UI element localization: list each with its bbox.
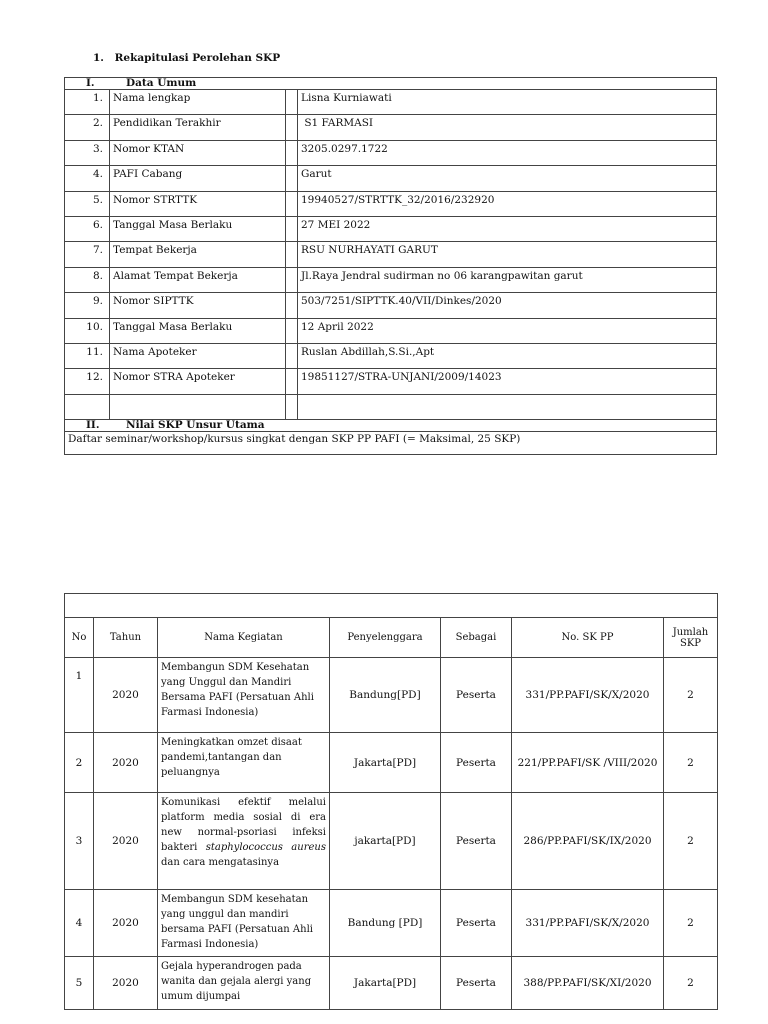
empty-cell bbox=[110, 394, 286, 419]
general-row-value: 3205.0297.1722 bbox=[298, 140, 717, 165]
activity-row bbox=[65, 890, 718, 957]
general-row-label: Nomor KTAN bbox=[110, 140, 286, 165]
empty-cell bbox=[65, 394, 110, 419]
section-one-row bbox=[65, 78, 717, 90]
general-row bbox=[65, 369, 717, 394]
row-sk: 286/PP.PAFI/SK/IX/2020 bbox=[512, 793, 664, 890]
general-row-value: Lisna Kurniawati bbox=[298, 90, 717, 115]
header-penyelenggara: Penyelenggara bbox=[330, 618, 441, 658]
row-skp: 2 bbox=[664, 733, 718, 793]
row-penyelenggara: Jakarta[PD] bbox=[330, 957, 441, 1010]
row-tahun: 2020 bbox=[94, 658, 158, 733]
general-row-value: 503/7251/SIPTTK.40/VII/Dinkes/2020 bbox=[298, 293, 717, 318]
general-row-value: RSU NURHAYATI GARUT bbox=[298, 242, 717, 267]
activities-blank-row bbox=[65, 594, 718, 618]
header-tahun: Tahun bbox=[94, 618, 158, 658]
separator-cell bbox=[286, 115, 298, 140]
general-row-value: 27 MEI 2022 bbox=[298, 216, 717, 241]
section-one-title: I. Data Umum bbox=[65, 78, 717, 90]
row-skp: 2 bbox=[664, 890, 718, 957]
row-sebagai: Peserta bbox=[441, 658, 512, 733]
general-row-number: 5. bbox=[65, 191, 110, 216]
general-empty-row bbox=[65, 394, 717, 419]
general-row-number: 1. bbox=[65, 90, 110, 115]
row-sebagai: Peserta bbox=[441, 733, 512, 793]
general-row bbox=[65, 166, 717, 191]
section-heading bbox=[93, 52, 280, 64]
row-no: 2 bbox=[65, 733, 94, 793]
header-nama-kegiatan: Nama Kegiatan bbox=[158, 618, 330, 658]
row-no: 3 bbox=[65, 793, 94, 890]
general-row-value: 12 April 2022 bbox=[298, 318, 717, 343]
general-row bbox=[65, 242, 717, 267]
general-row-label: Pendidikan Terakhir bbox=[110, 115, 286, 140]
general-row-label: Nomor STRA Apoteker bbox=[110, 369, 286, 394]
general-row-number: 2. bbox=[65, 115, 110, 140]
row-kegiatan: Meningkatkan omzet disaat pandemi,tantangan dan peluangnya bbox=[158, 733, 330, 793]
general-row bbox=[65, 267, 717, 292]
row-sk: 388/PP.PAFI/SK/XI/2020 bbox=[512, 957, 664, 1010]
general-row-value: S1 FARMASI bbox=[298, 115, 717, 140]
general-row bbox=[65, 115, 717, 140]
general-row-label: Tanggal Masa Berlaku bbox=[110, 216, 286, 241]
header-sebagai: Sebagai bbox=[441, 618, 512, 658]
activity-row bbox=[65, 957, 718, 1010]
section-two-title: II. Nilai SKP Unsur Utama bbox=[65, 420, 717, 432]
general-row bbox=[65, 318, 717, 343]
empty-cell bbox=[298, 394, 717, 419]
separator-cell bbox=[286, 369, 298, 394]
row-kegiatan: Komunikasi efektif melalui platform media sosial di era new normal-psoriasi infeksi bakteri staphylococcus aureus dan cara mengatasinya bbox=[158, 793, 330, 890]
row-no: 4 bbox=[65, 890, 94, 957]
general-row-label: Tempat Bekerja bbox=[110, 242, 286, 267]
activity-row bbox=[65, 733, 718, 793]
separator-cell bbox=[286, 166, 298, 191]
general-row-number: 3. bbox=[65, 140, 110, 165]
general-row-number: 12. bbox=[65, 369, 110, 394]
general-row-label: Nama lengkap bbox=[110, 90, 286, 115]
general-row-value: 19851127/STRA-UNJANI/2009/14023 bbox=[298, 369, 717, 394]
header-jumlah-skp: Jumlah SKP bbox=[664, 618, 718, 658]
general-row-value: 19940527/STRTTK_32/2016/232920 bbox=[298, 191, 717, 216]
general-row-number: 10. bbox=[65, 318, 110, 343]
section-two-row bbox=[65, 420, 717, 432]
header-no: No bbox=[65, 618, 94, 658]
header-no-sk-pp: No. SK PP bbox=[512, 618, 664, 658]
general-row-number: 6. bbox=[65, 216, 110, 241]
row-tahun: 2020 bbox=[94, 793, 158, 890]
general-row-label: Alamat Tempat Bekerja bbox=[110, 267, 286, 292]
row-sk: 221/PP.PAFI/SK /VIII/2020 bbox=[512, 733, 664, 793]
general-row-label: Nama Apoteker bbox=[110, 343, 286, 368]
general-row-label: Tanggal Masa Berlaku bbox=[110, 318, 286, 343]
general-row bbox=[65, 140, 717, 165]
separator-cell bbox=[286, 216, 298, 241]
row-tahun: 2020 bbox=[94, 733, 158, 793]
heading-number: 1. bbox=[93, 52, 104, 64]
row-sebagai: Peserta bbox=[441, 957, 512, 1010]
general-row-number: 7. bbox=[65, 242, 110, 267]
row-sk: 331/PP.PAFI/SK/X/2020 bbox=[512, 890, 664, 957]
row-penyelenggara: Jakarta[PD] bbox=[330, 733, 441, 793]
blank-cell bbox=[65, 594, 718, 618]
activities-table bbox=[64, 593, 718, 1010]
general-row-number: 8. bbox=[65, 267, 110, 292]
general-row bbox=[65, 343, 717, 368]
row-penyelenggara: jakarta[PD] bbox=[330, 793, 441, 890]
row-kegiatan: Gejala hyperandrogen pada wanita dan gejala alergi yang umum dijumpai bbox=[158, 957, 330, 1010]
separator-cell bbox=[286, 318, 298, 343]
general-row-label: Nomor STRTTK bbox=[110, 191, 286, 216]
row-sk: 331/PP.PAFI/SK/X/2020 bbox=[512, 658, 664, 733]
general-row-value: Garut bbox=[298, 166, 717, 191]
heading-title: Rekapitulasi Perolehan SKP bbox=[114, 52, 281, 64]
separator-cell bbox=[286, 242, 298, 267]
general-row bbox=[65, 90, 717, 115]
row-skp: 2 bbox=[664, 957, 718, 1010]
activity-row bbox=[65, 658, 718, 733]
row-no: 1 bbox=[65, 658, 94, 733]
general-row-label: PAFI Cabang bbox=[110, 166, 286, 191]
activities-header-row bbox=[65, 618, 718, 658]
row-kegiatan: Membangun SDM Kesehatan yang Unggul dan Mandiri Bersama PAFI (Persatuan Ahli Farmasi Indonesia) bbox=[158, 658, 330, 733]
separator-cell bbox=[286, 267, 298, 292]
general-row-number: 4. bbox=[65, 166, 110, 191]
row-skp: 2 bbox=[664, 658, 718, 733]
general-data-table bbox=[64, 77, 717, 455]
general-row bbox=[65, 293, 717, 318]
activity-row bbox=[65, 793, 718, 890]
general-row bbox=[65, 191, 717, 216]
row-penyelenggara: Bandung[PD] bbox=[330, 658, 441, 733]
note-text: Daftar seminar/workshop/kursus singkat dengan SKP PP PAFI (= Maksimal, 25 SKP) bbox=[65, 432, 717, 455]
note-row bbox=[65, 432, 717, 455]
separator-cell bbox=[286, 191, 298, 216]
row-sebagai: Peserta bbox=[441, 890, 512, 957]
row-tahun: 2020 bbox=[94, 890, 158, 957]
italic-term: staphylococcus aureus bbox=[205, 842, 326, 853]
separator-cell bbox=[286, 394, 298, 419]
general-row-number: 9. bbox=[65, 293, 110, 318]
row-kegiatan: Membangun SDM kesehatan yang unggul dan mandiri bersama PAFI (Persatuan Ahli Farmasi Indonesia) bbox=[158, 890, 330, 957]
general-row-value: Jl.Raya Jendral sudirman no 06 karangpawitan garut bbox=[298, 267, 717, 292]
row-no: 5 bbox=[65, 957, 94, 1010]
row-skp: 2 bbox=[664, 793, 718, 890]
row-sebagai: Peserta bbox=[441, 793, 512, 890]
separator-cell bbox=[286, 90, 298, 115]
separator-cell bbox=[286, 140, 298, 165]
general-row-number: 11. bbox=[65, 343, 110, 368]
general-row-label: Nomor SIPTTK bbox=[110, 293, 286, 318]
general-row bbox=[65, 216, 717, 241]
separator-cell bbox=[286, 293, 298, 318]
separator-cell bbox=[286, 343, 298, 368]
row-penyelenggara: Bandung [PD] bbox=[330, 890, 441, 957]
row-tahun: 2020 bbox=[94, 957, 158, 1010]
general-row-value: Ruslan Abdillah,S.Si.,Apt bbox=[298, 343, 717, 368]
